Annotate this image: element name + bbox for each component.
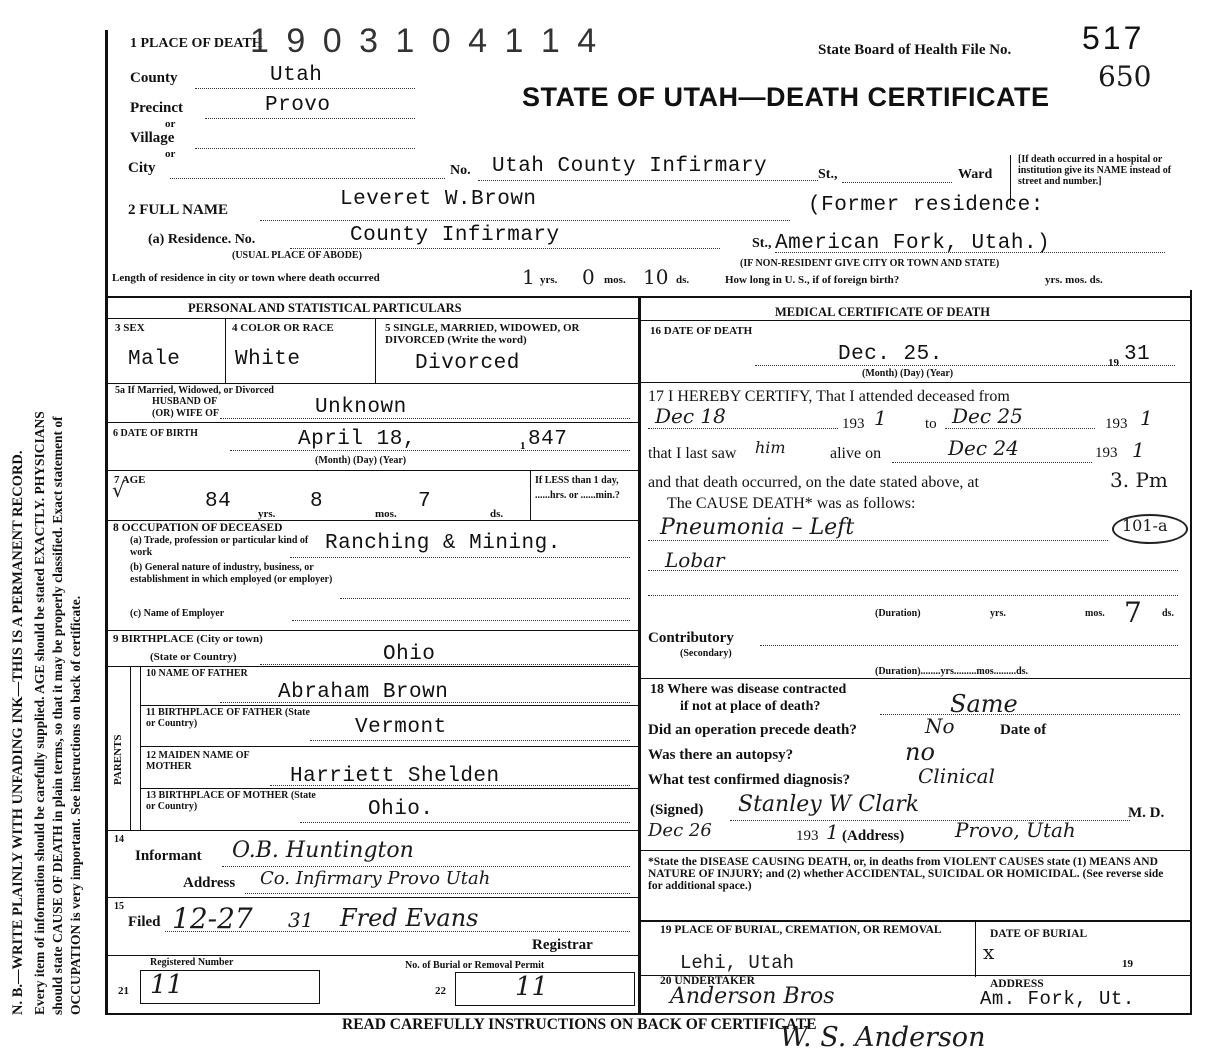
less-than-day: If LESS than 1 day, ......hrs. or ......min.? xyxy=(535,475,620,501)
age-label: 7 AGE xyxy=(114,474,146,486)
age-mos-unit: mos. xyxy=(375,508,397,520)
footnote: *State the DISEASE CAUSING DEATH, or, in deaths from VIOLENT CAUSES state (1) MEANS AND NATURE OF INJURY; and (2) whether ACCIDENTAL, SUICIDAL OR HOMICIDAL. (See reverse side for additional space.) xyxy=(648,856,1164,892)
md-label: M. D. xyxy=(1128,805,1165,821)
spouse-label-2: HUSBAND OF xyxy=(152,396,218,407)
burial-address: Am. Fork, Ut. xyxy=(980,988,1135,1010)
mother-birthplace-value: Ohio. xyxy=(368,798,434,821)
certify-text: 17 I HEREBY CERTIFY, That I attended deceased from xyxy=(648,388,1010,405)
contributory-label: Contributory xyxy=(648,630,734,646)
margin-note-4: OCCUPATION is very important. See instructions on back of certificate. xyxy=(68,595,83,1015)
color-label: 4 COLOR OR RACE xyxy=(232,322,334,334)
burial-place-label: 19 PLACE OF BURIAL, CREMATION, OR REMOVAL xyxy=(660,924,942,936)
city-label: City xyxy=(128,160,156,176)
contracted-value: Same xyxy=(950,690,1018,718)
footer-instructions: READ CAREFULLY INSTRUCTIONS ON BACK OF CERTIFICATE xyxy=(342,1016,817,1033)
undertaker-signature: W. S. Anderson xyxy=(780,1022,986,1053)
age-mos: 8 xyxy=(310,490,324,513)
length-mos: 0 xyxy=(582,265,595,289)
duration-ds-label: ds. xyxy=(1162,608,1174,619)
cause-code-text: 101-a xyxy=(1122,516,1168,535)
file-no: 517 xyxy=(1082,20,1145,56)
signed-year-digit: 1 xyxy=(826,820,839,844)
field-22: 22 xyxy=(435,985,446,997)
length-mos-unit: mos. xyxy=(604,274,626,286)
age-ds: 7 xyxy=(418,490,432,513)
death-occurred-label: and that death occurred, on the date stated above, at xyxy=(648,474,979,491)
duration-2: (Duration)........yrs.........mos.........ds. xyxy=(875,666,1029,677)
place-of-death-heading: 1 PLACE OF DEATH xyxy=(130,36,263,51)
or-2: or xyxy=(165,148,176,160)
dob-prefix: 1 xyxy=(520,440,526,452)
frame-left xyxy=(105,30,108,1015)
attended-to-year: 193 xyxy=(1105,416,1128,432)
test-label: What test confirmed diagnosis? xyxy=(648,772,851,788)
dob-year: 847 xyxy=(528,428,568,451)
county-label: County xyxy=(130,70,178,86)
undertaker-value: Anderson Bros xyxy=(670,984,835,1009)
filed-by: Fred Evans xyxy=(340,904,479,932)
column-divider xyxy=(638,298,641,1013)
margin-note-3: should state CAUSE OF DEATH in plain terms, so that it may be properly classified. Exact statement of xyxy=(50,416,65,1015)
occupation-c: (c) Name of Employer xyxy=(130,608,225,619)
ward-note: [If death occurred in a hospital or institution give its NAME instead of street and number.] xyxy=(1018,154,1172,187)
attended-from-year-digit: 1 xyxy=(874,406,887,430)
foreign-label: How long in U. S., if of foreign birth? xyxy=(725,274,900,286)
file-no-label: State Board of Health File No. xyxy=(818,42,1012,58)
registered-number-label: Registered Number xyxy=(150,957,234,968)
field-14: 14 xyxy=(114,834,124,845)
date-of-label: Date of xyxy=(1000,722,1047,738)
filed-label: Filed xyxy=(128,914,161,930)
precinct-value: Provo xyxy=(265,94,331,117)
village-label: Village xyxy=(130,130,175,146)
alive-on-label: alive on xyxy=(830,445,882,462)
last-saw-label: that I last saw xyxy=(648,445,737,462)
marital-label: 5 SINGLE, MARRIED, WIDOWED, OR DIVORCED (Write the word) xyxy=(385,322,580,346)
q18-label: 18 Where was disease contracted xyxy=(650,682,847,697)
date-of-death: Dec. 25. xyxy=(838,343,943,366)
registered-number: 11 xyxy=(150,970,184,1000)
age-yrs-unit: yrs. xyxy=(258,508,276,520)
death-time: 3. Pm xyxy=(1110,468,1168,492)
margin-note-2: Every item of information should be carefully supplied. AGE should be stated EXACTLY. PHYSICIANS xyxy=(32,411,47,1015)
last-saw-year: 193 xyxy=(1095,445,1118,461)
age-check: √ xyxy=(112,478,125,502)
mother-birthplace-label: 13 BIRTHPLACE OF MOTHER (State or Country) xyxy=(146,790,316,812)
spouse-value: Unknown xyxy=(315,396,407,419)
signed-address: Provo, Utah xyxy=(955,818,1076,842)
duration-label: (Duration) xyxy=(875,608,921,619)
signed-date: Dec 26 xyxy=(648,820,712,841)
dob-sub: (Month) (Day) (Year) xyxy=(315,455,407,466)
informant-label: Informant xyxy=(135,848,202,864)
medical-header: MEDICAL CERTIFICATE OF DEATH xyxy=(775,305,990,319)
sex-value: Male xyxy=(128,348,181,371)
length-yrs: 1 xyxy=(522,265,535,289)
test-value: Clinical xyxy=(918,764,995,788)
attended-to: Dec 25 xyxy=(952,404,1023,428)
father-value: Abraham Brown xyxy=(278,681,449,704)
mother-value: Harriett Shelden xyxy=(290,765,500,788)
cause-of-death: Pneumonia – Left xyxy=(660,515,855,540)
dob-month-day: April 18, xyxy=(298,428,416,451)
registrar-label: Registrar xyxy=(532,937,593,953)
length-yrs-unit: yrs. xyxy=(540,274,558,286)
field-21: 21 xyxy=(118,985,129,997)
date-of-death-label: 16 DATE OF DEATH xyxy=(650,325,753,337)
st-label: St., xyxy=(818,167,838,182)
operation-label: Did an operation precede death? xyxy=(648,722,857,738)
year-prefix: 19 xyxy=(1108,357,1119,369)
residence-label: (a) Residence. No. xyxy=(148,232,256,247)
burial-date-label: DATE OF BURIAL xyxy=(990,928,1088,940)
non-resident-note: (IF NON-RESIDENT GIVE CITY OR TOWN AND STATE) xyxy=(740,258,1000,269)
last-saw-date: Dec 24 xyxy=(948,436,1019,460)
no-label: No. xyxy=(450,163,471,178)
burial-permit-number: 11 xyxy=(515,972,549,1002)
frame-top-rule xyxy=(108,296,1190,298)
residence-sub: (USUAL PLACE OF ABODE) xyxy=(232,250,362,261)
or-1: or xyxy=(165,118,176,130)
residence-st: St., xyxy=(752,236,772,251)
father-label: 10 NAME OF FATHER xyxy=(146,668,248,679)
field-15: 15 xyxy=(114,901,124,912)
attended-from: Dec 18 xyxy=(655,404,726,428)
institution-value: Utah County Infirmary xyxy=(492,155,768,178)
burial-place: Lehi, Utah xyxy=(680,952,795,974)
burial-date-mark: x xyxy=(983,940,995,964)
full-name-value: Leveret W.Brown xyxy=(340,188,537,211)
certificate-title: STATE OF UTAH—DEATH CERTIFICATE xyxy=(522,82,1050,112)
attended-to-year-digit: 1 xyxy=(1140,406,1153,430)
serial-number: 1 9 0 3 1 0 4 1 1 4 xyxy=(250,22,601,60)
mother-label: 12 MAIDEN NAME OF MOTHER xyxy=(146,750,250,772)
autopsy-label: Was there an autopsy? xyxy=(648,747,794,763)
attended-from-year: 193 xyxy=(842,416,865,432)
residence-city: American Fork, Utah.) xyxy=(775,232,1051,255)
county-value: Utah xyxy=(270,64,323,87)
date-of-death-sub: (Month) (Day) (Year) xyxy=(862,368,954,379)
parents-label: PARENTS xyxy=(112,734,124,785)
signed-value: Stanley W Clark xyxy=(738,792,920,817)
occupation-label: 8 OCCUPATION OF DECEASED xyxy=(113,522,283,534)
personal-header: PERSONAL AND STATISTICAL PARTICULARS xyxy=(188,301,462,315)
attended-to-label: to xyxy=(925,416,937,432)
spouse-label-3: (OR) WIFE OF xyxy=(152,408,220,419)
burial-permit-label: No. of Burial or Removal Permit xyxy=(405,960,545,971)
operation-value: No xyxy=(925,714,955,738)
dob-label: 6 DATE OF BIRTH xyxy=(113,428,198,439)
father-birthplace-label: 11 BIRTHPLACE OF FATHER (State or Country) xyxy=(146,707,310,729)
undertaker-label: 20 UNDERTAKER xyxy=(660,975,755,987)
filed-year: 31 xyxy=(288,908,314,932)
burial-address-label: ADDRESS xyxy=(990,978,1044,990)
birthplace-label: 9 BIRTHPLACE (City or town) xyxy=(113,633,263,645)
signed-label: (Signed) xyxy=(650,802,704,818)
birthplace-sub: (State or Country) xyxy=(150,651,237,663)
duration-mos-label: mos. xyxy=(1085,608,1105,619)
age-ds-unit: ds. xyxy=(490,508,504,520)
death-year: 31 xyxy=(1124,343,1151,366)
precinct-label: Precinct xyxy=(130,100,184,116)
signed-year: 193 xyxy=(796,828,819,844)
frame-right xyxy=(1190,290,1192,1015)
birthplace-value: Ohio xyxy=(383,643,436,666)
residence-value: County Infirmary xyxy=(350,224,560,247)
duration-mos: 7 xyxy=(1124,596,1142,629)
father-birthplace-value: Vermont xyxy=(355,716,447,739)
marital-value: Divorced xyxy=(415,352,520,375)
spouse-label-1: 5a If Married, Widowed, or Divorced xyxy=(115,385,274,396)
length-ds: 10 xyxy=(643,265,669,289)
q18-label-2: if not at place of death? xyxy=(680,699,821,714)
informant-address-label: Address xyxy=(183,875,236,891)
occupation-a: (a) Trade, profession or particular kind of work xyxy=(130,535,309,558)
contributory-sub: (Secondary) xyxy=(680,648,732,659)
informant-address-value: Co. Infirmary Provo Utah xyxy=(260,868,491,889)
length-ds-unit: ds. xyxy=(676,274,690,286)
full-name-label: 2 FULL NAME xyxy=(128,202,229,218)
foreign-units: yrs. mos. ds. xyxy=(1045,274,1103,286)
sex-label: 3 SEX xyxy=(115,322,145,334)
margin-note-1: N. B.—WRITE PLAINLY WITH UNFADING INK—THIS IS A PERMANENT RECORD. xyxy=(10,450,26,1015)
ward-label: Ward xyxy=(958,167,993,182)
occupation-value: Ranching & Mining. xyxy=(325,532,561,555)
duration-units: yrs. xyxy=(990,608,1006,619)
cause-of-death-line2: Lobar xyxy=(665,548,725,572)
filed-date: 12-27 xyxy=(172,902,253,935)
signed-address-label: (Address) xyxy=(842,828,905,844)
frame-bottom xyxy=(105,1013,1192,1015)
former-residence-label: (Former residence: xyxy=(808,194,1044,217)
burial-date-year: 19 xyxy=(1122,958,1133,970)
occupation-b: (b) General nature of industry, business, or establishment in which employed (or employer) xyxy=(130,562,333,585)
autopsy-value: no xyxy=(905,738,935,766)
file-no-alt: 650 xyxy=(1098,60,1152,93)
informant-value: O.B. Huntington xyxy=(232,838,414,863)
cause-label: The CAUSE DEATH* was as follows: xyxy=(667,495,916,512)
length-label: Length of residence in city or town where death occurred xyxy=(112,272,380,284)
last-saw-pronoun: him xyxy=(755,438,786,457)
color-value: White xyxy=(235,348,301,371)
age-yrs: 84 xyxy=(205,490,232,513)
last-saw-year-digit: 1 xyxy=(1132,438,1145,462)
